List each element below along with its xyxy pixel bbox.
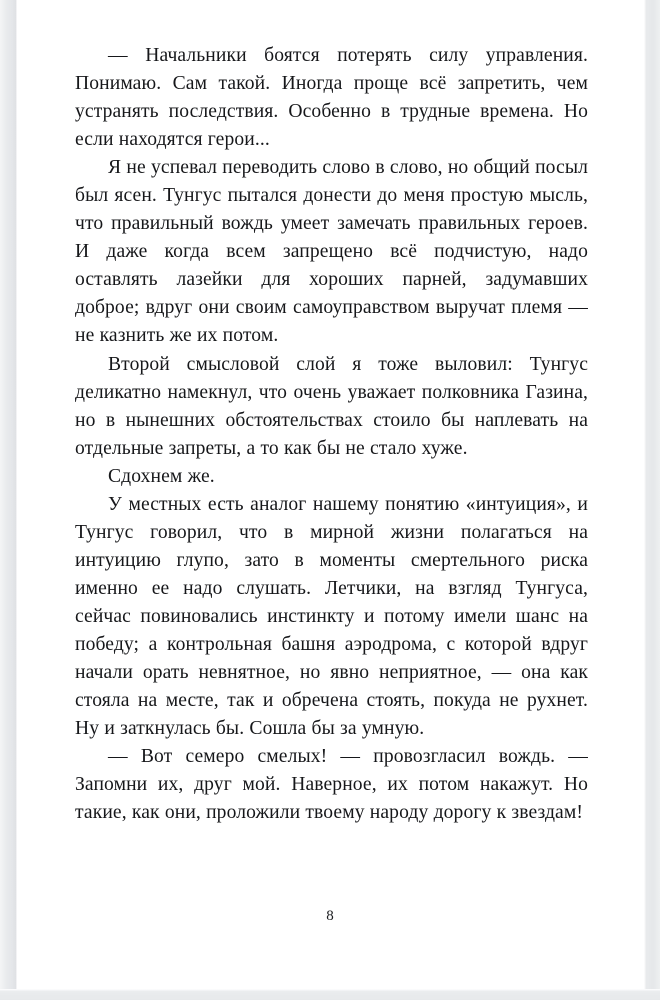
paragraph: Я не успевал переводить слово в слово, но общий посыл был ясен. Тунгус пытался донести до меня простую мысль, что правильный вождь умеет замечать правильных героев. И даже когда всем запрещено всё подчистую, надо оставлять лазейки для хороших парней, задумавших доброе; вдруг они своим самоуправством выручат племя — не казнить же их потом. <box>75 157 588 347</box>
paragraph: Сдохнем же. <box>108 465 215 487</box>
page-left-binding-shadow <box>0 0 17 1000</box>
page-bottom-edge-shadow <box>0 989 660 1000</box>
paragraph: У местных есть аналог нашему понятию «интуиция», и Тунгус говорил, что в мирной жизни полагаться на интуицию глупо, зато в моменты смертельного риска именно ее надо слушать. Летчики, на взгляд Тунгуса, сейчас повиновались инстинкту и потому имели шанс на победу; а контрольная башня аэродрома, с которой вдруг начали орать невнятное, но явно неприятное, — она как стояла на месте, так и обречена стоять, покуда не рухнет. Ну и заткнулась бы. Сошла бы за умную. <box>75 493 588 740</box>
page-right-edge-shadow <box>644 0 660 1000</box>
paragraph: — Вот семеро смелых! — провозгласил вождь. — Запомни их, друг мой. Наверное, их потом накажут. Но такие, как они, проложили твоему народу дорогу к звездам! <box>75 746 588 824</box>
paragraph: Второй смысловой слой я тоже выловил: Тунгус деликатно намекнул, что очень уважает полковника Газина, но в нынешних обстоятельствах стоило бы наплевать на отдельные запреты, а то как бы не стало хуже. <box>75 353 588 459</box>
page-text-body <box>75 42 588 827</box>
paragraph: — Начальники боятся потерять силу управления. Понимаю. Сам такой. Иногда проще всё запретить, чем устранять последствия. Особенно в трудные времена. Но если находятся герои... <box>75 45 588 151</box>
page-number: 8 <box>326 908 334 924</box>
